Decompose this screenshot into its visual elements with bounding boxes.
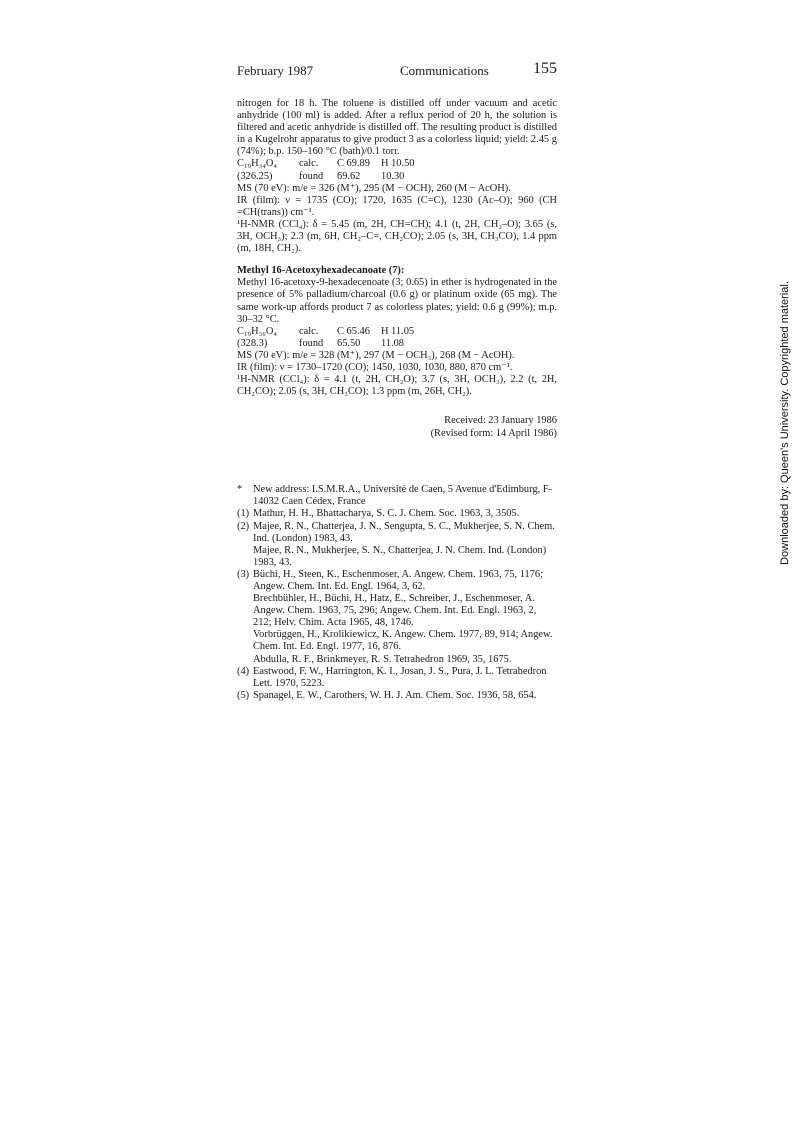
header-date: February 1987 — [237, 63, 314, 78]
revised-date: (Revised form: 14 April 1986) — [430, 427, 557, 439]
reference-number: (2) — [237, 520, 250, 532]
formula: C₁₉H₃₄O₄ — [237, 158, 278, 170]
found-c: 65.50 — [337, 337, 361, 349]
calc-c: C 69.89 — [337, 158, 370, 170]
page-number: 155 — [533, 60, 557, 77]
reference-item — [237, 690, 557, 702]
reference-citation: Majee, R. N., Mukherjee, S. N., Chatterjea, J. N. Chem. Ind. (London) 1983, 43. — [253, 544, 547, 568]
reference-citation: Eastwood, F. W., Harrington, K. I., Josan, J. S., Pura, J. L. Tetrahedron Lett. 1970, 5223. — [253, 665, 547, 689]
reference-body — [253, 666, 557, 690]
text-column — [237, 98, 557, 702]
reference-body — [253, 690, 557, 702]
found-row — [237, 171, 557, 183]
found-h: 11.08 — [381, 337, 404, 349]
reference-body — [253, 484, 557, 508]
formula-mass: (326.25) — [237, 170, 273, 182]
reference-number: (1) — [237, 508, 250, 520]
compound-paragraph: Methyl 16-acetoxy-9-hexadecenoate (3; 0.65) in ether is hydrogenated in the presence of 5% palladium/charcoal (0.6 g) or platinum oxide (65 mg). The same work-up affords product 7 as colorless plates; yield: 0.6 g (99%); m.p. 30–32 °C. — [237, 277, 557, 325]
reference-citation: New address: I.S.M.R.A., Université de Caen, 5 Avenue d'Edimburg, F-14032 Caen Cédex, France — [253, 484, 553, 508]
reference-item — [237, 569, 557, 666]
found-label: found — [299, 170, 324, 182]
ms-data: MS (70 eV): m/e = 328 (M⁺), 297 (M − OCH₃), 268 (M − AcOH). — [237, 349, 515, 361]
header-section: Communications — [400, 63, 489, 78]
calc-h: H 10.50 — [381, 158, 415, 170]
calc-c: C 65.46 — [337, 325, 370, 337]
reference-citation: Büchi, H., Steen, K., Eschenmoser, A. Angew. Chem. 1963, 75, 1176; Angew. Chem. Int. Ed. Engl. 1964, 3, 62. — [253, 568, 544, 592]
reference-item — [237, 508, 557, 520]
found-h: 10.30 — [381, 170, 405, 182]
found-label: found — [299, 337, 324, 349]
reference-citation: Abdulla, R. F., Brinkmeyer, R. S. Tetrahedron 1969, 35, 1675. — [253, 653, 512, 665]
reference-number: (4) — [237, 665, 250, 677]
formula-row — [237, 158, 557, 170]
calc-h: H 11.05 — [381, 325, 415, 337]
prep-paragraph: nitrogen for 18 h. The toluene is distilled off under vacuum and acetic anhydride (100 ml) is added. After a reflux period of 20 h, the solution is filtered and acetic anhydride is distilled off. The resulting product is distilled in a Kugelrohr apparatus to give product 3 as a colorless liquid; yield: 2.45 g (74%); b.p. 150–160 °C (bath)/0.1 torr. — [237, 98, 557, 158]
found-row — [237, 338, 557, 350]
reference-body — [253, 569, 557, 666]
found-c: 69.62 — [337, 170, 361, 182]
calc-label: calc. — [299, 325, 319, 337]
reference-list — [237, 484, 557, 702]
compound-heading: Methyl 16-Acetoxyhexadecanoate (7): — [237, 265, 405, 277]
reference-body — [253, 521, 557, 569]
received-dates — [237, 415, 557, 440]
reference-citation: Majee, R. N., Chatterjea, J. N., Sengupta, S. C., Mukherjee, S. N. Chem. Ind. (London) 1983, 43. — [253, 520, 555, 544]
formula: C₁₉H₃₆O₄ — [237, 325, 278, 337]
reference-number: * — [237, 484, 243, 496]
reference-number: (3) — [237, 568, 250, 580]
download-watermark: Downloaded by: Queen's University. Copyrighted material. — [779, 281, 791, 565]
ir-data: IR (film): ν = 1730–1720 (CO); 1450, 1030, 1030, 880, 870 cm⁻¹. — [237, 361, 513, 373]
reference-citation: Vorbrüggen, H., Krolikiewicz, K. Angew. Chem. 1977, 89, 914; Angew. Chem. Int. Ed. Engl. 1977, 16, 876. — [253, 629, 553, 653]
ms-data: MS (70 eV): m/e = 326 (M⁺), 295 (M − OCH), 260 (M − AcOH). — [237, 182, 511, 194]
reference-number: (5) — [237, 689, 250, 701]
formula-mass: (328.3) — [237, 337, 268, 349]
calc-label: calc. — [299, 158, 319, 170]
reference-item — [237, 666, 557, 690]
reference-citation: Spanagel, E. W., Carothers, W. H. J. Am. Chem. Soc. 1936, 58, 654. — [253, 689, 537, 701]
reference-item — [237, 484, 557, 508]
ir-data: IR (film): ν = 1735 (CO); 1720, 1635 (C=C), 1230 (Ac–O); 960 (CH =CH(trans)) cm⁻¹. — [237, 194, 557, 218]
running-header — [237, 60, 557, 83]
reference-citation: Brechbühler, H., Büchi, H., Hatz, E., Schreiber, J., Eschenmoser, A. Angew. Chem. 1963, 75, 296; Angew. Chem. Int. Ed. Engl. 1963, 2, 212; Helv. Chim. Acta 1965, 48, 1746. — [253, 593, 537, 629]
formula-row — [237, 326, 557, 338]
reference-citation: Mathur, H. H., Bhattacharya, S. C. J. Chem. Soc. 1963, 3, 3505. — [253, 508, 520, 520]
reference-body — [253, 508, 557, 520]
reference-item — [237, 521, 557, 569]
received-date: Received: 23 January 1986 — [444, 415, 557, 427]
nmr-data: ¹H-NMR (CCl₄): δ = 4.1 (t, 2H, CH₂O); 3.7 (s, 3H, OCH₃), 2.2 (t, 2H, CH₂CO); 2.05 (s, 3H, CH₃CO); 1.3 ppm (m, 26H, CH₂). — [237, 374, 557, 398]
nmr-data: ¹H-NMR (CCl₄): δ = 5.45 (m, 2H, CH=CH); 4.1 (t, 2H, CH₂–O); 3.65 (s, 3H, OCH₃); 2.3 (m, 6H, CH₂–C=, CH₂CO); 2.05 (s, 3H, CH₃CO), 1.4 ppm (m, 18H, CH₂). — [237, 218, 557, 255]
